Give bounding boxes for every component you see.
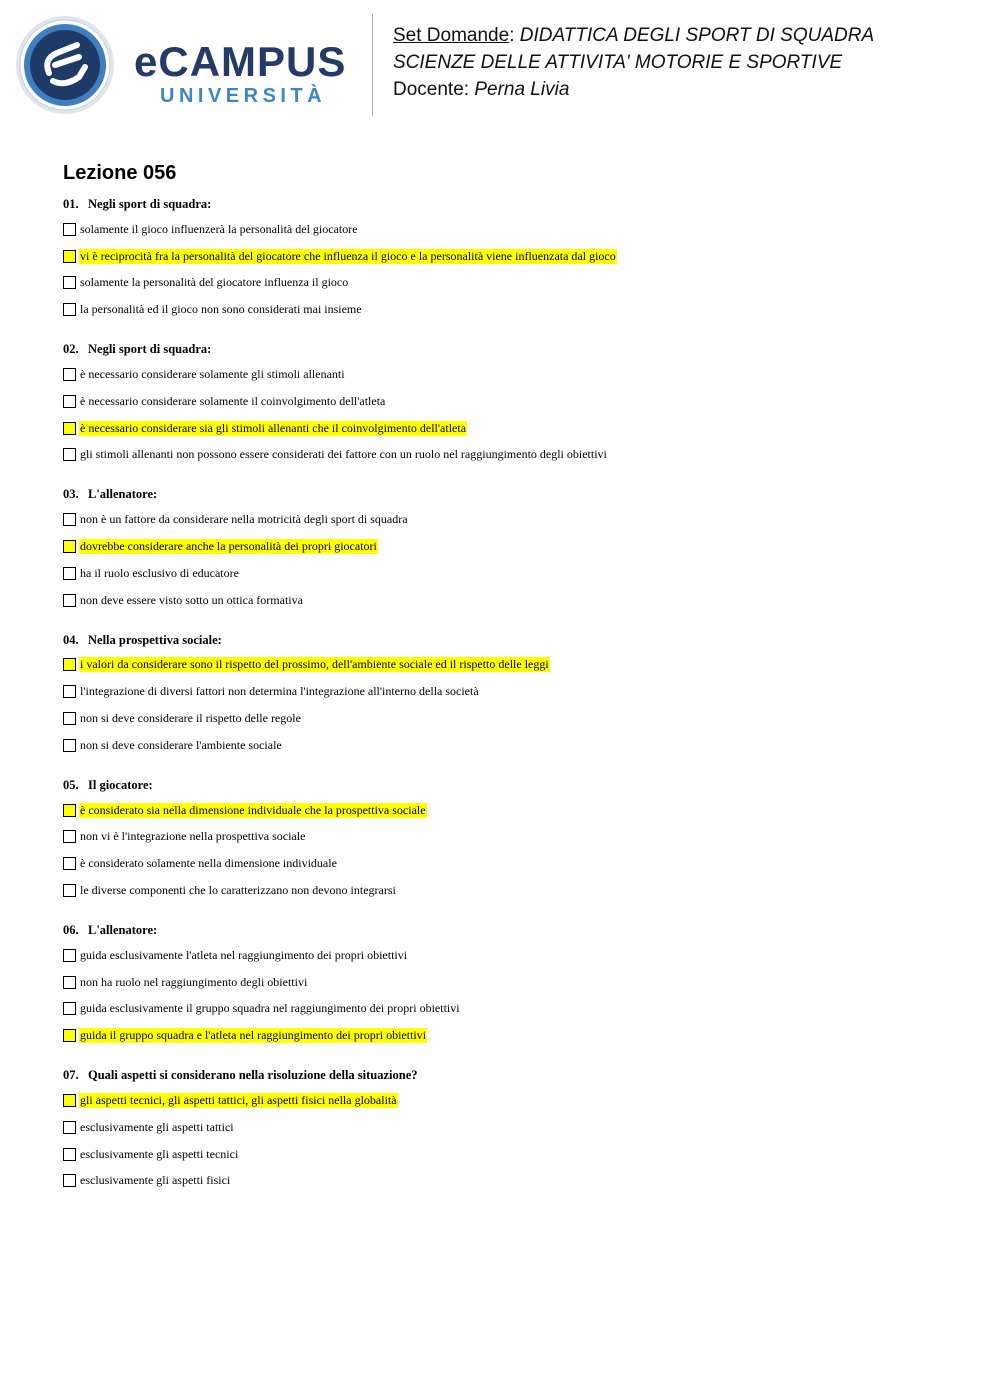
answer-option [63,587,963,614]
checkbox-icon[interactable] [63,658,76,671]
question-block [63,918,963,1049]
teacher-name: Perna Livia [474,79,570,100]
question-block [63,773,963,904]
answer-option [63,442,963,469]
page-header [0,0,1000,130]
checkbox-icon[interactable] [63,513,76,526]
answer-text: non è un fattore da considerare nella motricità degli sport di squadra [80,512,408,527]
answer-text: gli stimoli allenanti non possono essere considerati dei fattore con un ruolo nel raggiungimento degli obiettivi [80,447,607,462]
question-text: Nella prospettiva sociale: [88,632,222,647]
degree-line [393,49,874,76]
checkbox-icon[interactable] [63,1094,76,1107]
answer-option-correct [63,533,963,560]
answer-text: l'integrazione di diversi fattori non determina l'integrazione all'interno della società [80,684,479,699]
checkbox-icon[interactable] [63,223,76,236]
question-heading [63,918,963,942]
checkbox-icon[interactable] [63,804,76,817]
answer-option [63,1141,963,1168]
answer-option [63,850,963,877]
answer-option [63,705,963,732]
checkbox-icon[interactable] [63,368,76,381]
set-line: Set Domande: DIDATTICA DEGLI SPORT DI SQUADRA [393,25,875,46]
teacher-label: Docente: [393,79,470,100]
checkbox-icon[interactable] [63,1148,76,1161]
ecampus-emblem-icon [15,15,115,115]
checkbox-icon[interactable] [63,448,76,461]
answer-option [63,969,963,996]
checkbox-icon[interactable] [63,976,76,989]
question-number: 06. [63,922,79,937]
question-block [63,482,963,613]
answer-text: è considerato solamente nella dimensione individuale [80,856,337,871]
answer-text: solamente il gioco influenzerà la personalità del giocatore [80,221,358,236]
question-text: Negli sport di squadra: [88,197,212,211]
question-heading [63,192,963,216]
answer-option [63,216,963,243]
checkbox-icon[interactable] [63,884,76,897]
answer-option [63,1168,963,1195]
checkbox-icon[interactable] [63,685,76,698]
question-heading [63,1063,963,1087]
answer-text: vi è reciprocità fra la personalità del giocatore che influenza il gioco e la personalità viene influenzata dal gioco [80,248,616,263]
logo-main-text: eCAMPUS [134,38,347,85]
answer-text: gli aspetti tecnici, gli aspetti tattici, gli aspetti fisici nella globalità [80,1093,397,1108]
header-divider [372,14,373,116]
question-text: Quali aspetti si considerano nella risoluzione della situazione? [88,1068,418,1083]
answer-text: esclusivamente gli aspetti fisici [80,1173,231,1188]
answer-text: non si deve considerare l'ambiente sociale [80,737,282,752]
checkbox-icon[interactable] [63,1121,76,1134]
question-heading [63,337,963,361]
answer-option [63,560,963,587]
checkbox-icon[interactable] [63,1002,76,1015]
checkbox-icon[interactable] [63,1029,76,1042]
question-list [63,192,963,1194]
question-number: 01. [63,197,79,211]
checkbox-icon[interactable] [63,712,76,725]
checkbox-icon[interactable] [63,422,76,435]
question-text: Il giocatore: [88,777,153,792]
answer-text: esclusivamente gli aspetti tattici [80,1119,234,1134]
checkbox-icon[interactable] [63,540,76,553]
ecampus-wordmark [134,40,346,108]
checkbox-icon[interactable] [63,250,76,263]
answer-text: guida esclusivamente il gruppo squadra nel raggiungimento dei propri obiettivi [80,1001,460,1016]
question-number: 02. [63,342,79,357]
answer-text: non si deve considerare il rispetto delle regole [80,711,301,726]
answer-text: è necessario considerare solamente gli stimoli allenanti [80,367,345,382]
answer-option-correct [63,1087,963,1114]
answer-text: ha il ruolo esclusivo di educatore [80,565,239,580]
answer-option-correct [63,1022,963,1049]
question-heading [63,482,963,506]
answer-text: non ha ruolo nel raggiungimento degli obiettivi [80,974,308,989]
question-block [63,337,963,468]
teacher-line [393,76,874,103]
answer-text: le diverse componenti che lo caratterizzano non devono integrarsi [80,883,396,898]
answer-option-correct [63,652,963,679]
question-block [63,1063,963,1194]
answer-text: è considerato sia nella dimensione individuale che la prospettiva sociale [80,802,426,817]
answer-option [63,996,963,1023]
checkbox-icon[interactable] [63,949,76,962]
answer-text: esclusivamente gli aspetti tecnici [80,1146,239,1161]
question-text: Negli sport di squadra: [88,342,212,357]
question-heading [63,628,963,652]
checkbox-icon[interactable] [63,739,76,752]
question-text: L'allenatore: [88,922,158,937]
answer-text: non vi è l'integrazione nella prospettiva sociale [80,829,306,844]
header-info [393,22,874,103]
logo-sub-text: UNIVERSITÀ [160,85,327,107]
answer-option [63,296,963,323]
checkbox-icon[interactable] [63,594,76,607]
answer-text: i valori da considerare sono il rispetto del prossimo, dell'ambiente sociale ed il rispetto delle leggi [80,657,549,672]
answer-option [63,877,963,904]
degree-name: SCIENZE DELLE ATTIVITA' MOTORIE E SPORTIVE [393,52,843,73]
checkbox-icon[interactable] [63,857,76,870]
answer-option [63,506,963,533]
checkbox-icon[interactable] [63,395,76,408]
answer-text: solamente la personalità del giocatore influenza il gioco [80,275,349,290]
question-number: 04. [63,632,79,647]
answer-text: non deve essere visto sotto un ottica formativa [80,592,303,607]
answer-option [63,270,963,297]
answer-text: è necessario considerare sia gli stimoli allenanti che il coinvolgimento dell'atleta [80,420,467,435]
question-block [63,628,963,759]
checkbox-icon[interactable] [63,1174,76,1187]
answer-text: guida il gruppo squadra e l'atleta nel raggiungimento dei propri obiettivi [80,1028,427,1043]
course-title: DIDATTICA DEGLI SPORT DI SQUADRA [519,25,875,46]
set-label: Set Domande [393,25,510,46]
question-number: 05. [63,777,79,792]
answer-option-correct [63,243,963,270]
question-block [63,192,963,323]
checkbox-icon[interactable] [63,303,76,316]
answer-option [63,732,963,759]
answer-text: è necessario considerare solamente il coinvolgimento dell'atleta [80,393,386,408]
answer-option-correct [63,797,963,824]
checkbox-icon[interactable] [63,567,76,580]
question-number: 07. [63,1068,79,1083]
answer-text: dovrebbe considerare anche la personalità dei propri giocatori [80,539,377,554]
question-number: 03. [63,487,79,502]
answer-option [63,388,963,415]
lesson-content [63,160,963,1208]
checkbox-icon[interactable] [63,830,76,843]
question-text: L'allenatore: [88,487,158,502]
question-heading [63,773,963,797]
answer-option [63,1114,963,1141]
answer-option-correct [63,415,963,442]
checkbox-icon[interactable] [63,276,76,289]
answer-option [63,678,963,705]
answer-option [63,942,963,969]
answer-text: la personalità ed il gioco non sono considerati mai insieme [80,302,362,317]
answer-option [63,824,963,851]
answer-text: guida esclusivamente l'atleta nel raggiungimento dei propri obiettivi [80,947,408,962]
lesson-title: Lezione 056 [63,162,177,184]
answer-option [63,361,963,388]
